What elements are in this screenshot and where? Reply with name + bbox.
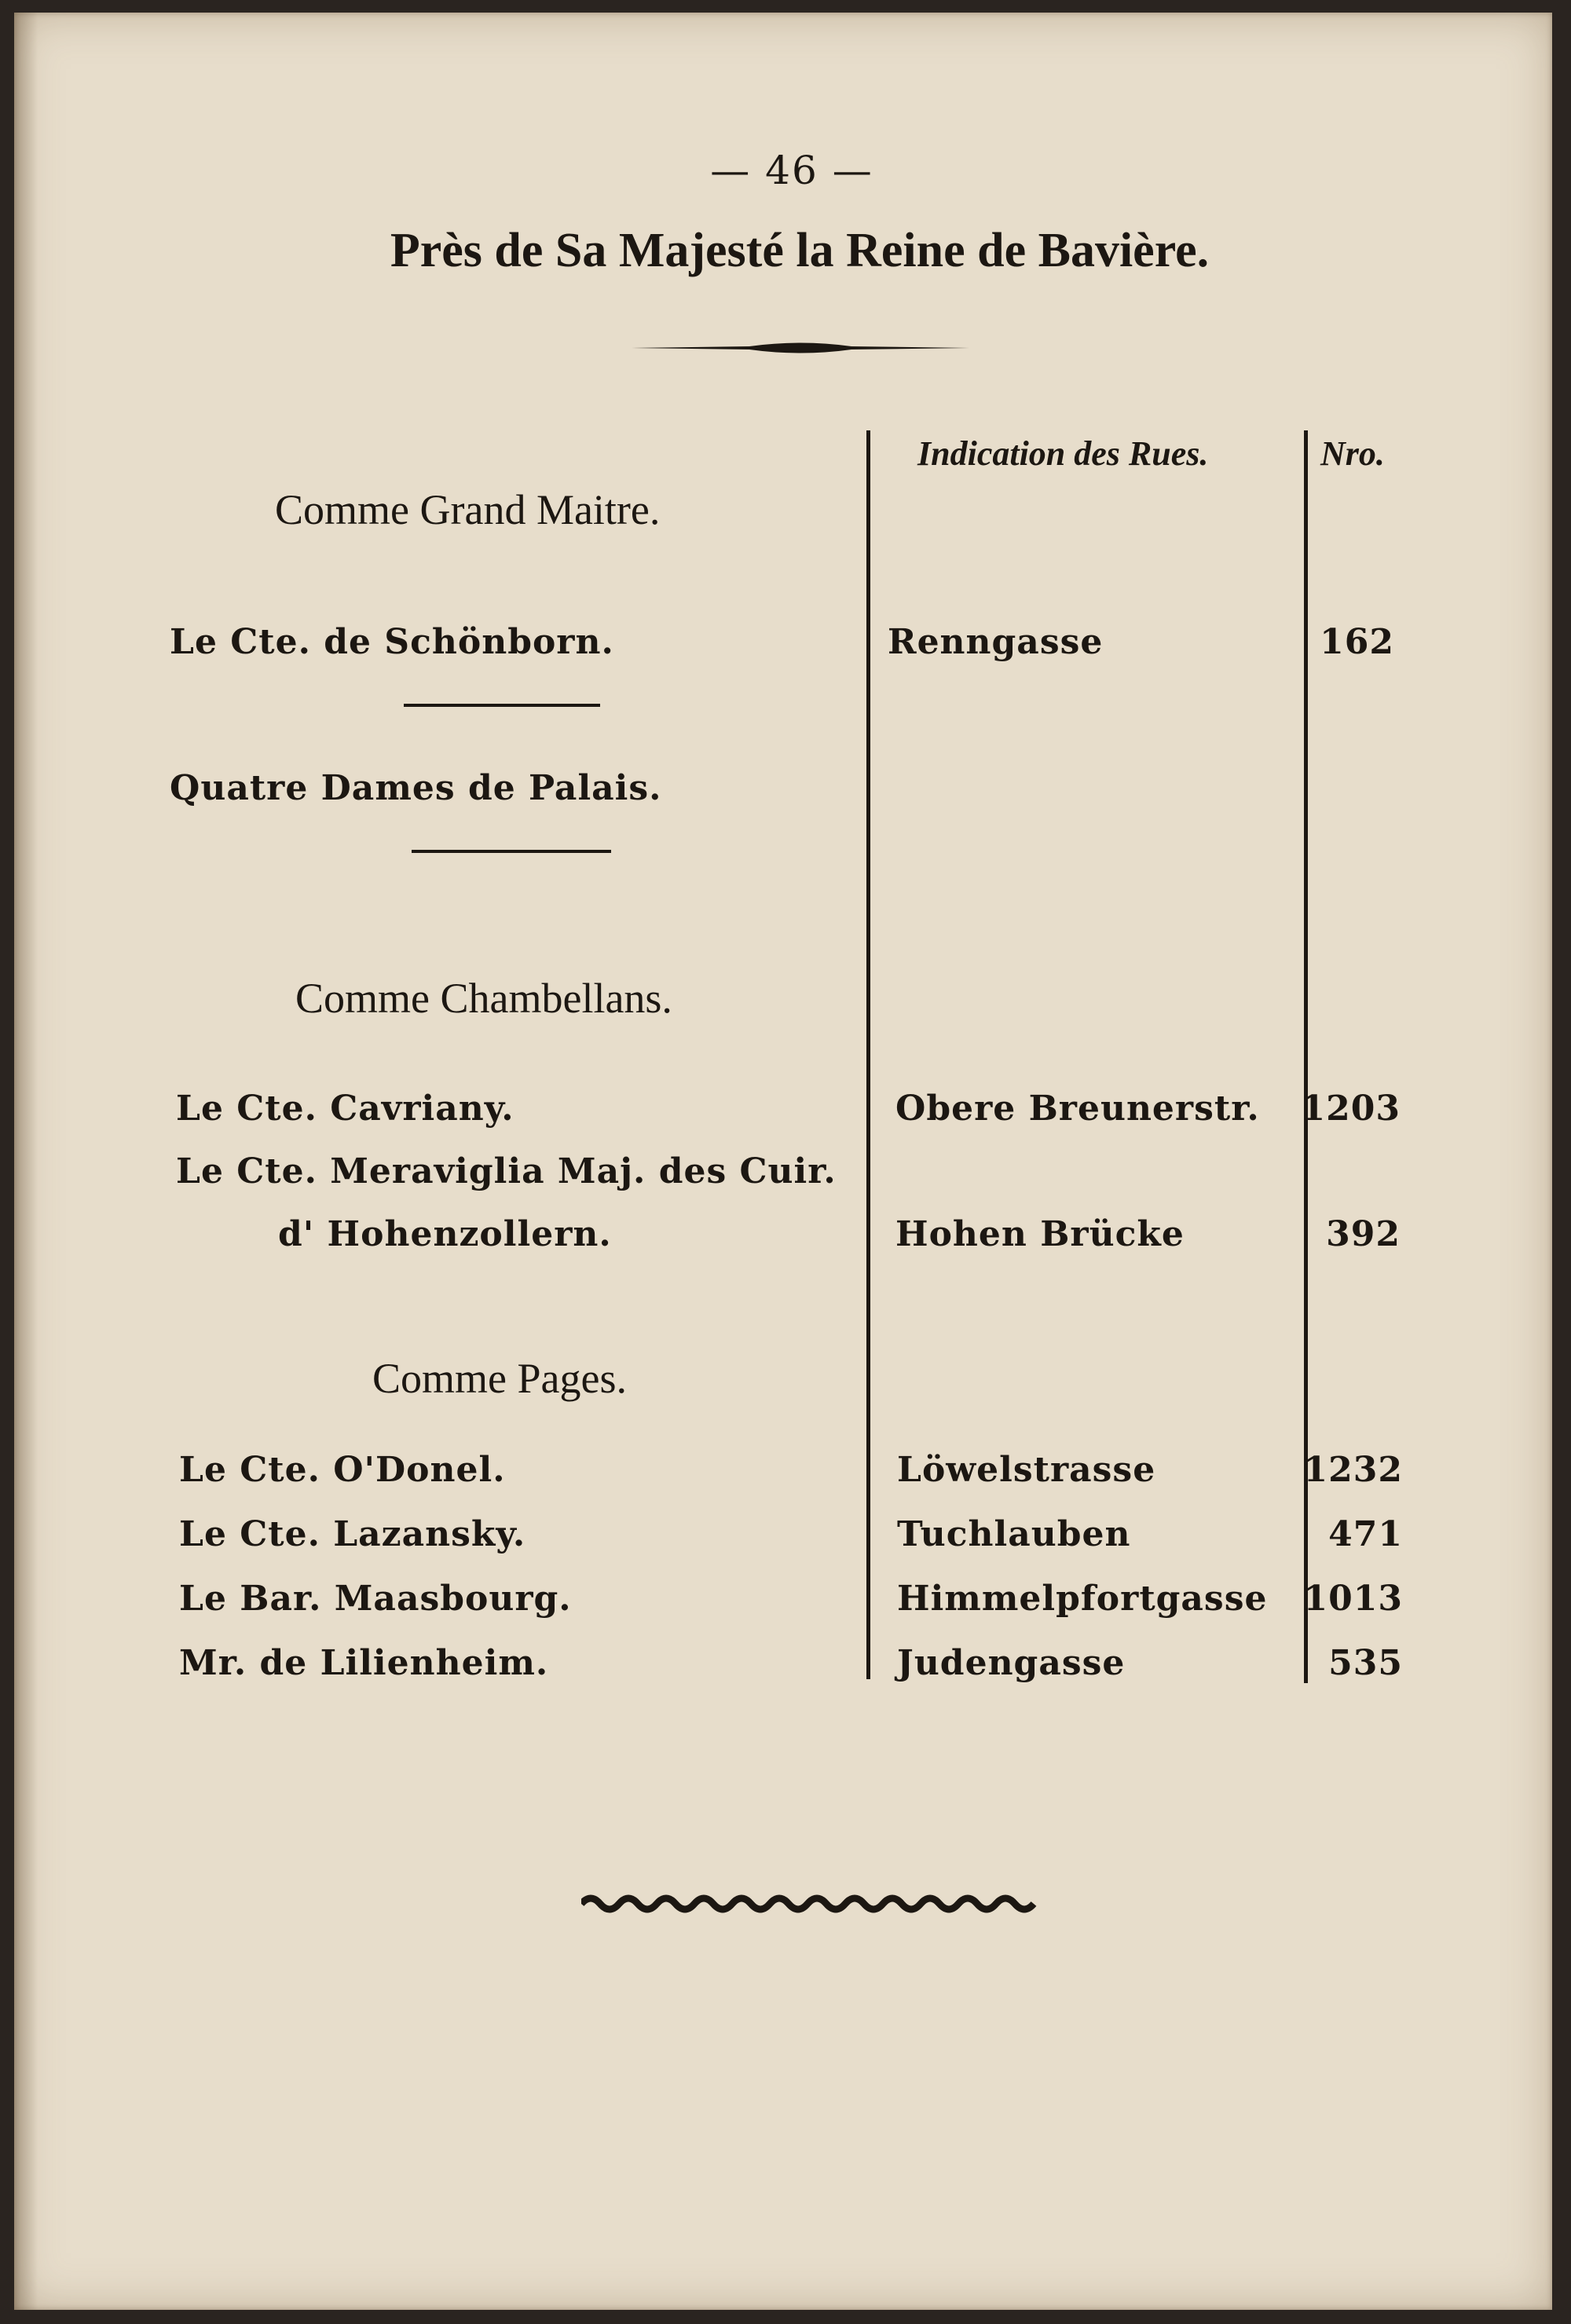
entry-street: Renngasse bbox=[888, 622, 1104, 662]
entry-number: 1203 bbox=[1301, 1089, 1401, 1129]
closing-ornament bbox=[581, 1890, 1037, 1918]
entry-name: Le Bar. Maasbourg. bbox=[179, 1579, 572, 1619]
entry-street: Obere Breunerstr. bbox=[895, 1089, 1260, 1129]
entry-name: Le Cte. Cavriany. bbox=[176, 1089, 515, 1129]
column-header-number: Nro. bbox=[1320, 434, 1385, 473]
entry-street: Tuchlauben bbox=[897, 1514, 1131, 1554]
entry-number: 162 bbox=[1320, 622, 1394, 662]
entry-street: Judengasse bbox=[897, 1643, 1126, 1683]
book-page bbox=[14, 13, 1552, 2310]
entry-number: 471 bbox=[1328, 1514, 1403, 1554]
section-rule bbox=[412, 850, 611, 853]
entry-street: Himmelpfortgasse bbox=[897, 1579, 1268, 1619]
section-chambellans: Comme Chambellans. bbox=[295, 975, 672, 1022]
column-divider-right bbox=[1304, 430, 1308, 1683]
entry-street: Löwelstrasse bbox=[897, 1450, 1156, 1490]
entry-number: 1013 bbox=[1303, 1579, 1403, 1619]
column-divider-left bbox=[866, 430, 870, 1679]
section-rule bbox=[404, 704, 600, 707]
title-rule-ornament bbox=[632, 336, 969, 360]
entry-name: Le Cte. O'Donel. bbox=[179, 1450, 506, 1490]
section-dames: Quatre Dames de Palais. bbox=[170, 768, 662, 808]
entry-number: 1232 bbox=[1303, 1450, 1403, 1490]
page-number: — 46 — bbox=[710, 148, 873, 193]
entry-name: Le Cte. Meraviglia Maj. des Cuir. bbox=[176, 1151, 837, 1191]
entry-name: Le Cte. de Schönborn. bbox=[170, 622, 614, 662]
entry-name: d' Hohenzollern. bbox=[278, 1214, 612, 1254]
entry-name: Mr. de Lilienheim. bbox=[179, 1643, 549, 1683]
entry-number: 392 bbox=[1326, 1214, 1401, 1254]
page-title: Près de Sa Majesté la Reine de Bavière. bbox=[390, 224, 1210, 277]
entry-number: 535 bbox=[1328, 1643, 1403, 1683]
column-header-streets: Indication des Rues. bbox=[917, 434, 1209, 473]
entry-street: Hohen Brücke bbox=[895, 1214, 1185, 1254]
section-pages: Comme Pages. bbox=[372, 1355, 627, 1402]
page-spine-shadow bbox=[14, 13, 38, 2310]
entry-name: Le Cte. Lazansky. bbox=[179, 1514, 526, 1554]
section-grand-maitre: Comme Grand Maitre. bbox=[275, 486, 661, 533]
